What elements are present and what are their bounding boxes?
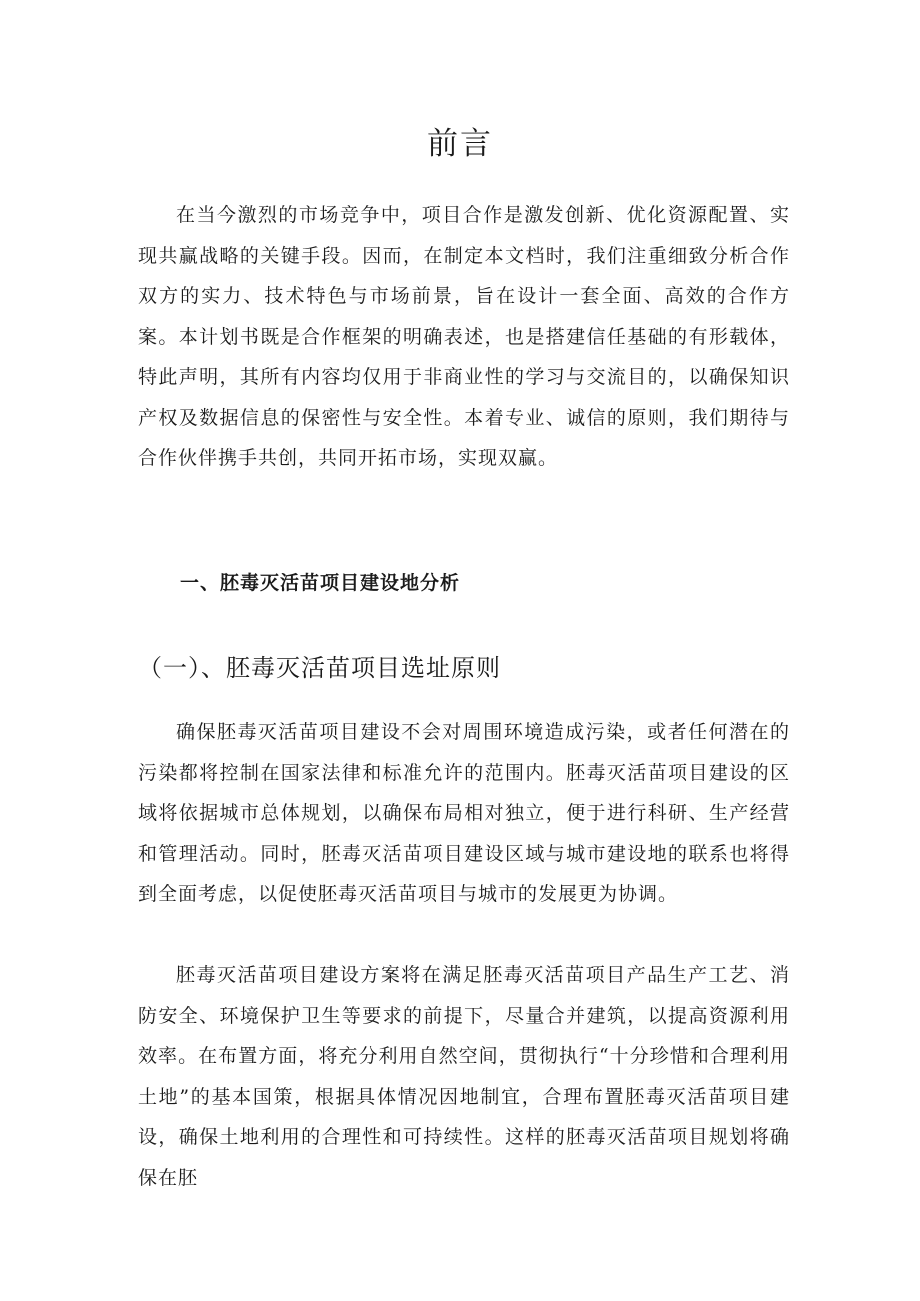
body-paragraph: 确保胚毒灭活苗项目建设不会对周围环境造成污染，或者任何潜在的污染都将控制在国家法律和标准允许的范围内。胚毒灭活苗项目建设的区域将依据城市总体规划，以确保布局相对独立，便于进行科研、生产经营和管理活动。同时，胚毒灭活苗项目建设区域与城市建设地的联系也将得到全面考虑，以促使胚毒灭活苗项目与城市的发展更为协调。	[138, 721, 790, 905]
subsection-heading: （一）、胚毒灭活苗项目选址原则	[138, 654, 501, 682]
section-heading: 一、胚毒灭活苗项目建设地分析	[180, 572, 461, 594]
intro-paragraph: 在当今激烈的市场竞争中，项目合作是激发创新、优化资源配置、实现共赢战略的关键手段。因而，在制定本文档时，我们注重细致分析合作双方的实力、技术特色与市场前景，旨在设计一套全面、高效的合作方案。本计划书既是合作框架的明确表述，也是搭建信任基础的有形载体，特此声明，其所有内容均仅用于非商业性的学习与交流目的，以确保知识产权及数据信息的保密性与安全性。本着专业、诚信的原则，我们期待与合作伙伴携手共创，共同开拓市场，实现双赢。	[138, 204, 790, 469]
body-paragraph: 胚毒灭活苗项目建设方案将在满足胚毒灭活苗项目产品生产工艺、消防安全、环境保护卫生等要求的前提下，尽量合并建筑，以提高资源利用效率。在布置方面，将充分利用自然空间，贯彻执行“十分珍惜和合理利用土地”的基本国策，根据具体情况因地制宜，合理布置胚毒灭活苗项目建设，确保土地利用的合理性和可持续性。这样的胚毒灭活苗项目规划将确保在胚	[138, 964, 790, 1189]
page-title: 前言	[427, 126, 493, 162]
